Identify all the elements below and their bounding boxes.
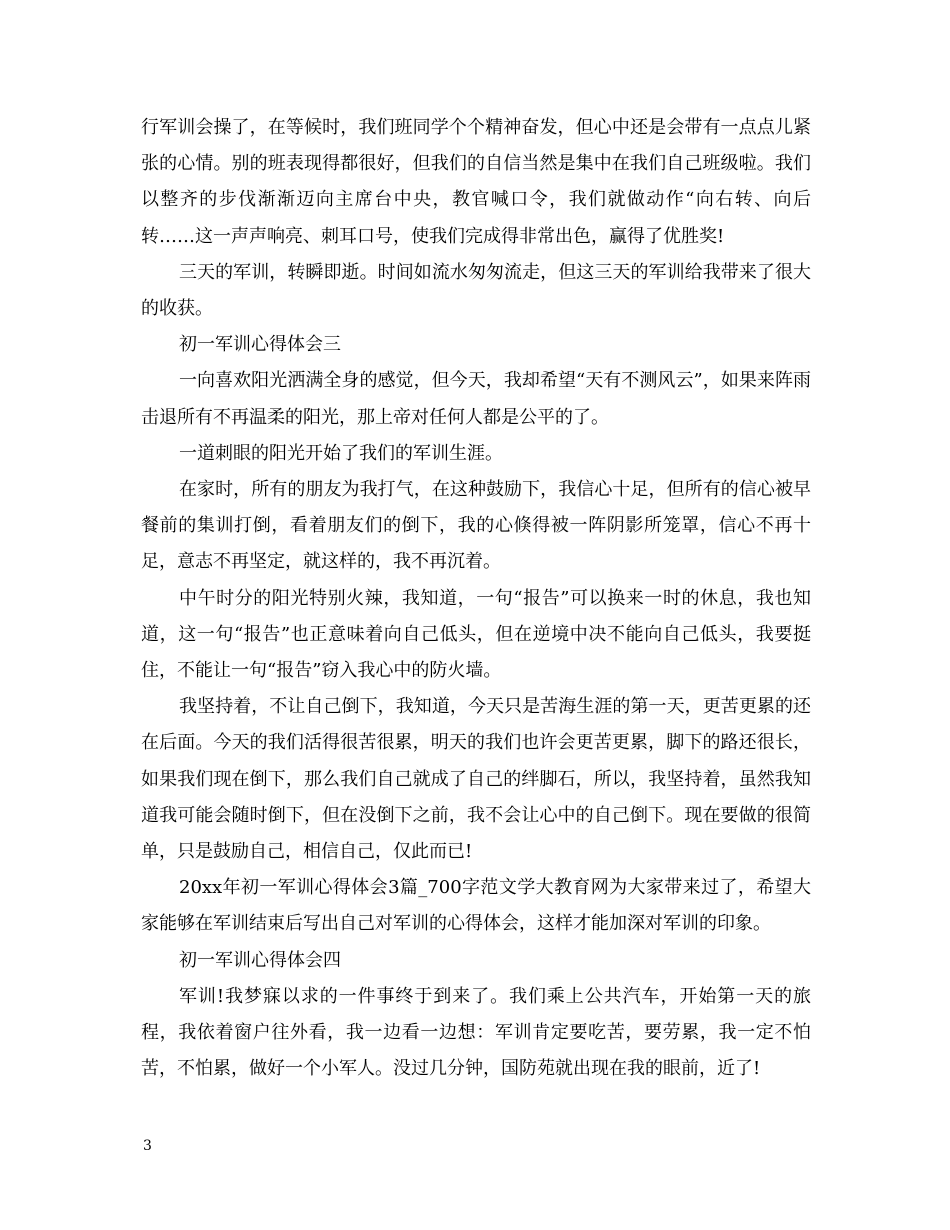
section-heading: 初一军训心得体会三 — [179, 334, 341, 356]
document-body — [141, 110, 811, 1087]
paragraph-continuation: 行军训会操了，在等候时，我们班同学个个精神奋发，但心中还是会带有一点点儿紧张的心情。别的班表现得都很好，但我们的自信当然是集中在我们自己班级啦。我们以整齐的步伐渐渐迈向主席台中央，教官喊口令，我们就做动作“向右转、向后转……这一声声响亮、刺耳口号，使我们完成得非常出色，赢得了优胜奖! — [141, 117, 811, 247]
section-heading: 初一军训心得体会四 — [179, 949, 341, 971]
paragraph: 一向喜欢阳光洒满全身的感觉，但今天，我却希望“天有不测风云”，如果来阵雨击退所有不再温柔的阳光，那上帝对任何人都是公平的了。 — [141, 370, 811, 428]
paragraph: 军训!我梦寐以求的一件事终于到来了。我们乘上公共汽车，开始第一天的旅程，我依着窗户往外看，我一边看一边想：军训肯定要吃苦，要劳累，我一定不怕苦，不怕累，做好一个小军人。没过几分钟，国防苑就出现在我的眼前，近了! — [141, 985, 811, 1080]
paragraph: 一道刺眼的阳光开始了我们的军训生涯。 — [179, 442, 503, 464]
page-number: 3 — [143, 1138, 152, 1154]
paragraph: 中午时分的阳光特别火辣，我知道，一句“报告”可以换来一时的休息，我也知道，这一句“报告”也正意味着向自己低头，但在逆境中决不能向自己低头，我要挺住，不能让一句“报告”窃入我心中的防火墙。 — [141, 587, 811, 682]
paragraph: 20xx年初一军训心得体会3篇_700字范文学大教育网为大家带来过了，希望大家能够在军训结束后写出自己对军训的心得体会，这样才能加深对军训的印象。 — [141, 877, 811, 935]
paragraph: 三天的军训，转瞬即逝。时间如流水匆匆流走，但这三天的军训给我带来了很大的收获。 — [141, 261, 811, 320]
paragraph: 我坚持着，不让自己倒下，我知道，今天只是苦海生涯的第一天，更苦更累的还在后面。今天的我们活得很苦很累，明天的我们也许会更苦更累，脚下的路还很长，如果我们现在倒下，那么我们自己就成了自己的绊脚石，所以，我坚持着，虽然我知道我可能会随时倒下，但在没倒下之前，我不会让心中的自己倒下。现在要做的很简单，只是鼓励自己，相信自己，仅此而已! — [141, 696, 811, 863]
paragraph: 在家时，所有的朋友为我打气，在这种鼓励下，我信心十足，但所有的信心被早餐前的集训打倒，看着朋友们的倒下，我的心倏得被一阵阴影所笼罩，信心不再十足，意志不再坚定，就这样的，我不再沉着。 — [141, 479, 811, 573]
